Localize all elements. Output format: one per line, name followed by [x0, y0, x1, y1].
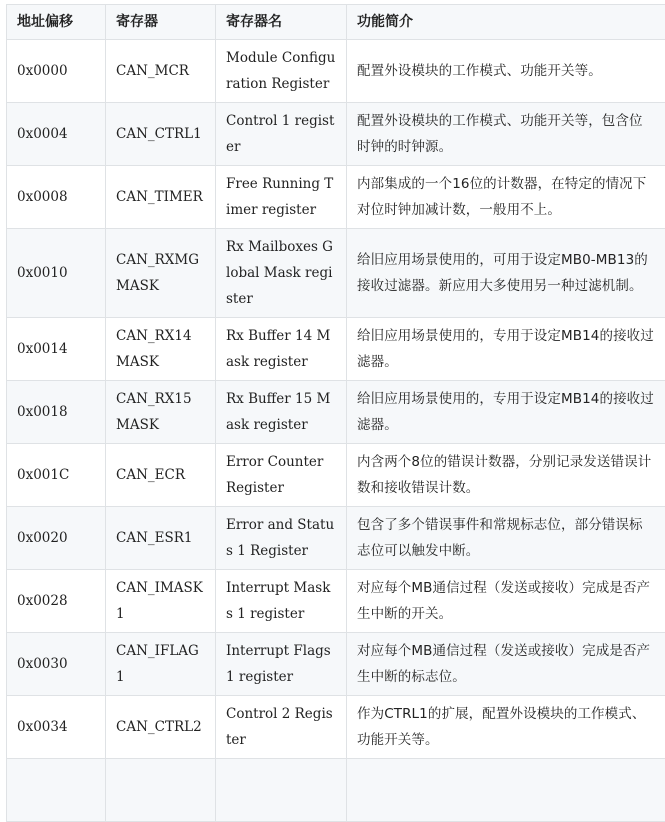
cell-register: CAN_ECR [106, 444, 216, 507]
cell-register-name: Interrupt Flags 1 register [216, 633, 347, 696]
cell-register-name: Control 2 Register [216, 696, 347, 759]
cell-register: CAN_RX15MASK [106, 381, 216, 444]
cell-register: CAN_CTRL1 [106, 103, 216, 166]
cell-offset: 0x0030 [7, 633, 106, 696]
table-row [7, 103, 665, 166]
cell-register-name: Interrupt Masks 1 register [216, 570, 347, 633]
table-row [7, 444, 665, 507]
cell-register [106, 759, 216, 822]
table-row [7, 759, 665, 822]
cell-description: 给旧应用场景使用的，专用于设定MB14的接收过滤器。 [347, 381, 665, 444]
cell-register-name: Error Counter Register [216, 444, 347, 507]
table-row [7, 166, 665, 229]
header-row [7, 5, 665, 40]
cell-description: 配置外设模块的工作模式、功能开关等，包含位时钟的时钟源。 [347, 103, 665, 166]
table-row [7, 633, 665, 696]
table-row [7, 381, 665, 444]
cell-register-name: Rx Buffer 15 Mask register [216, 381, 347, 444]
cell-description: 配置外设模块的工作模式、功能开关等。 [347, 40, 665, 103]
cell-register: CAN_RX14MASK [106, 318, 216, 381]
cell-description [347, 759, 665, 822]
cell-description: 内部集成的一个16位的计数器，在特定的情况下对位时钟加减计数，一般用不上。 [347, 166, 665, 229]
cell-offset: 0x0000 [7, 40, 106, 103]
cell-description: 给旧应用场景使用的，专用于设定MB14的接收过滤器。 [347, 318, 665, 381]
cell-register-name: Error and Status 1 Register [216, 507, 347, 570]
cell-register: CAN_TIMER [106, 166, 216, 229]
table-row [7, 507, 665, 570]
cell-offset: 0x001C [7, 444, 106, 507]
cell-register-name: Rx Mailboxes Global Mask register [216, 229, 347, 318]
table-row [7, 229, 665, 318]
cell-description: 对应每个MB通信过程（发送或接收）完成是否产生中断的标志位。 [347, 633, 665, 696]
cell-offset: 0x0034 [7, 696, 106, 759]
cell-register-name [216, 759, 347, 822]
header-offset: 地址偏移 [7, 5, 106, 40]
cell-register-name: Module Configuration Register [216, 40, 347, 103]
cell-offset: 0x0004 [7, 103, 106, 166]
cell-offset [7, 759, 106, 822]
table-row [7, 318, 665, 381]
cell-offset: 0x0010 [7, 229, 106, 318]
register-table [6, 4, 665, 822]
cell-description: 作为CTRL1的扩展，配置外设模块的工作模式、功能开关等。 [347, 696, 665, 759]
cell-register: CAN_ESR1 [106, 507, 216, 570]
cell-register-name: Control 1 register [216, 103, 347, 166]
cell-offset: 0x0020 [7, 507, 106, 570]
cell-register: CAN_CTRL2 [106, 696, 216, 759]
table-row [7, 40, 665, 103]
cell-register: CAN_RXMGMASK [106, 229, 216, 318]
header-register-name: 寄存器名 [216, 5, 347, 40]
table-row [7, 696, 665, 759]
cell-description: 内含两个8位的错误计数器，分别记录发送错误计数和接收错误计数。 [347, 444, 665, 507]
cell-register: CAN_IFLAG1 [106, 633, 216, 696]
cell-register-name: Rx Buffer 14 Mask register [216, 318, 347, 381]
cell-description: 给旧应用场景使用的，可用于设定MB0-MB13的接收过滤器。新应用大多使用另一种过滤机制。 [347, 229, 665, 318]
cell-offset: 0x0018 [7, 381, 106, 444]
table-row [7, 570, 665, 633]
header-register: 寄存器 [106, 5, 216, 40]
cell-register: CAN_MCR [106, 40, 216, 103]
cell-description: 包含了多个错误事件和常规标志位，部分错误标志位可以触发中断。 [347, 507, 665, 570]
cell-offset: 0x0008 [7, 166, 106, 229]
cell-register-name: Free Running Timer register [216, 166, 347, 229]
cell-offset: 0x0028 [7, 570, 106, 633]
header-description: 功能简介 [347, 5, 665, 40]
cell-register: CAN_IMASK1 [106, 570, 216, 633]
cell-offset: 0x0014 [7, 318, 106, 381]
cell-description: 对应每个MB通信过程（发送或接收）完成是否产生中断的开关。 [347, 570, 665, 633]
